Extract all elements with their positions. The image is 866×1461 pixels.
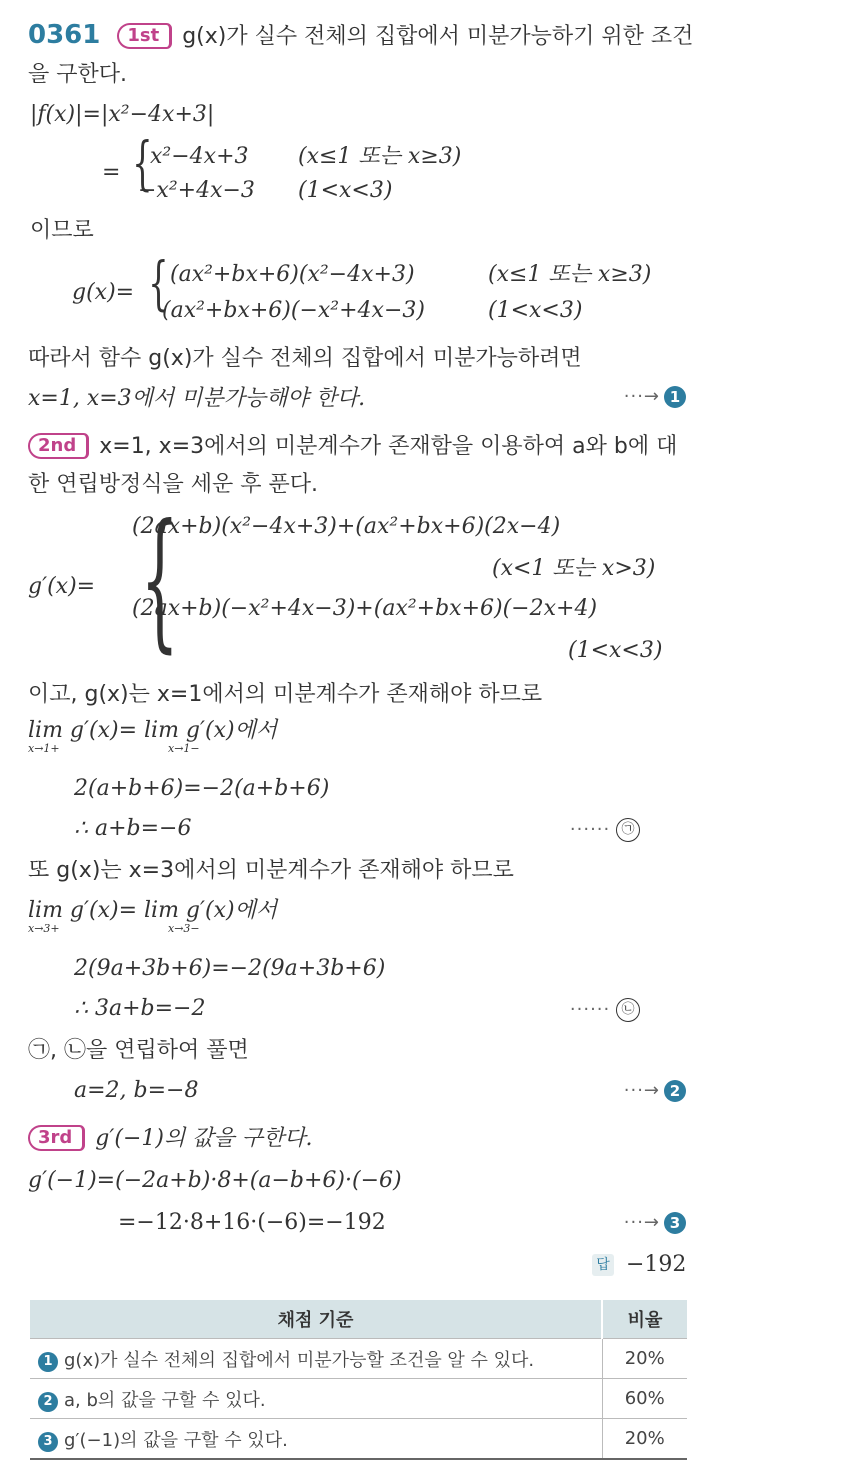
piece1-a-condition: (x≤1 또는 x≥3) — [298, 144, 462, 169]
step-badge-icon: 3 — [38, 1432, 58, 1452]
step3-title: g′(−1)의 값을 구한다. — [95, 1126, 313, 1151]
condition-x3: 또 g(x)는 x=3에서의 미분계수가 존재해야 하므로 — [28, 858, 514, 883]
rubric-header-criteria: 채점 기준 — [30, 1300, 602, 1339]
left-brace: { — [148, 249, 169, 317]
gprime-lhs: g′(x)= — [28, 574, 96, 599]
rubric-percent: 20% — [602, 1419, 687, 1460]
equation-1: 2(a+b+6)=−2(a+b+6) — [74, 776, 330, 801]
limit-line-1: lim g′(x)= lim g′(x)에서 — [28, 718, 278, 743]
result-2: ∴ 3a+b=−2 — [74, 996, 206, 1021]
answer-label-icon: 답 — [592, 1254, 614, 1276]
step-tag-2nd: 2nd — [28, 433, 89, 459]
step-badge-icon: 1 — [38, 1352, 58, 1372]
rubric-criterion: g(x)가 실수 전체의 집합에서 미분가능할 조건을 알 수 있다. — [64, 1349, 535, 1371]
step1-title-line1: g(x)가 실수 전체의 집합에서 미분가능하기 위한 조건 — [182, 24, 694, 49]
piece1-a: x²−4x+3 — [150, 144, 249, 169]
rubric-criterion: a, b의 값을 구할 수 있다. — [64, 1389, 266, 1411]
limit-sub-2a: x→3+ — [28, 922, 60, 935]
limit-sub-2b: x→3− — [168, 922, 200, 935]
step1-heading — [28, 20, 693, 52]
step2-title-line2: 한 연립방정식을 세운 후 푼다. — [28, 472, 318, 497]
gprime-piece-b-condition: (1<x<3) — [568, 638, 663, 663]
condition-x1: 이고, g(x)는 x=1에서의 미분계수가 존재해야 하므로 — [28, 682, 543, 707]
step-badge-icon: 2 — [664, 1080, 686, 1102]
fabs-line: |f(x)|=|x²−4x+3| — [30, 102, 215, 127]
step2-heading — [28, 432, 677, 462]
step1-title-line2: 을 구한다. — [28, 62, 127, 87]
scoring-rubric-table — [30, 1300, 687, 1460]
left-brace: { — [132, 129, 153, 197]
calc-line-2: =−12·8+16·(−6)=−192 — [118, 1210, 386, 1235]
step-badge-icon: 2 — [38, 1392, 58, 1412]
gprime-piece-a-condition: (x<1 또는 x>3) — [492, 556, 656, 581]
conclusion-line2: x=1, x=3에서 미분가능해야 한다. — [28, 386, 366, 411]
piece1-b: −x²+4x−3 — [138, 178, 255, 203]
gprime-piece-a: (2ax+b)(x²−4x+3)+(ax²+bx+6)(2x−4) — [132, 514, 561, 539]
g-piece-b: (ax²+bx+6)(−x²+4x−3) — [162, 298, 425, 323]
problem-number: 0361 — [28, 20, 101, 50]
ref-circle-icon: ㉠ — [616, 818, 640, 842]
ref-marker-1: ······ ㉠ — [570, 818, 640, 842]
solution-ab: a=2, b=−8 — [74, 1078, 199, 1103]
limit-sub-1b: x→1− — [168, 742, 200, 755]
g-piece-b-condition: (1<x<3) — [488, 298, 583, 323]
ref-circle-icon: ㉡ — [616, 998, 640, 1022]
step-tag-1st: 1st — [117, 23, 172, 49]
equation-2: 2(9a+3b+6)=−2(9a+3b+6) — [74, 956, 386, 981]
marker-1: ···→ 1 — [624, 386, 686, 408]
final-answer — [592, 1250, 686, 1280]
marker-2: ···→ 2 — [624, 1080, 686, 1102]
rubric-percent: 20% — [602, 1339, 687, 1379]
g-piece-a: (ax²+bx+6)(x²−4x+3) — [170, 262, 415, 287]
equals-sign: = — [102, 160, 121, 185]
limit-line-2: lim g′(x)= lim g′(x)에서 — [28, 898, 278, 923]
result-1: ∴ a+b=−6 — [74, 816, 192, 841]
step-badge-icon: 1 — [664, 386, 686, 408]
calc-line-1: g′(−1)=(−2a+b)·8+(a−b+6)·(−6) — [28, 1168, 402, 1193]
g-lhs: g(x)= — [72, 280, 135, 305]
answer-value: −192 — [626, 1252, 687, 1277]
marker-3: ···→ 3 — [624, 1212, 686, 1234]
gprime-piece-b: (2ax+b)(−x²+4x−3)+(ax²+bx+6)(−2x+4) — [132, 596, 598, 621]
step3-heading — [28, 1124, 312, 1154]
imeuro-text: 이므로 — [30, 218, 94, 243]
step2-title-line1: x=1, x=3에서의 미분계수가 존재함을 이용하여 a와 b에 대 — [99, 434, 678, 459]
piece1-b-condition: (1<x<3) — [298, 178, 393, 203]
step-badge-icon: 3 — [664, 1212, 686, 1234]
g-piece-a-condition: (x≤1 또는 x≥3) — [488, 262, 652, 287]
table-row — [30, 1339, 687, 1379]
conclusion-line1: 따라서 함수 g(x)가 실수 전체의 집합에서 미분가능하려면 — [28, 346, 582, 371]
limit-sub-1a: x→1+ — [28, 742, 60, 755]
rubric-percent: 60% — [602, 1379, 687, 1419]
table-row — [30, 1419, 687, 1460]
step-tag-3rd: 3rd — [28, 1125, 85, 1151]
left-brace: { — [140, 493, 179, 667]
table-row — [30, 1379, 687, 1419]
combine-line: ㉠, ㉡을 연립하여 풀면 — [28, 1038, 249, 1063]
ref-marker-2: ······ ㉡ — [570, 998, 640, 1022]
rubric-criterion: g′(−1)의 값을 구할 수 있다. — [64, 1429, 288, 1451]
rubric-header-ratio: 비율 — [602, 1300, 687, 1339]
